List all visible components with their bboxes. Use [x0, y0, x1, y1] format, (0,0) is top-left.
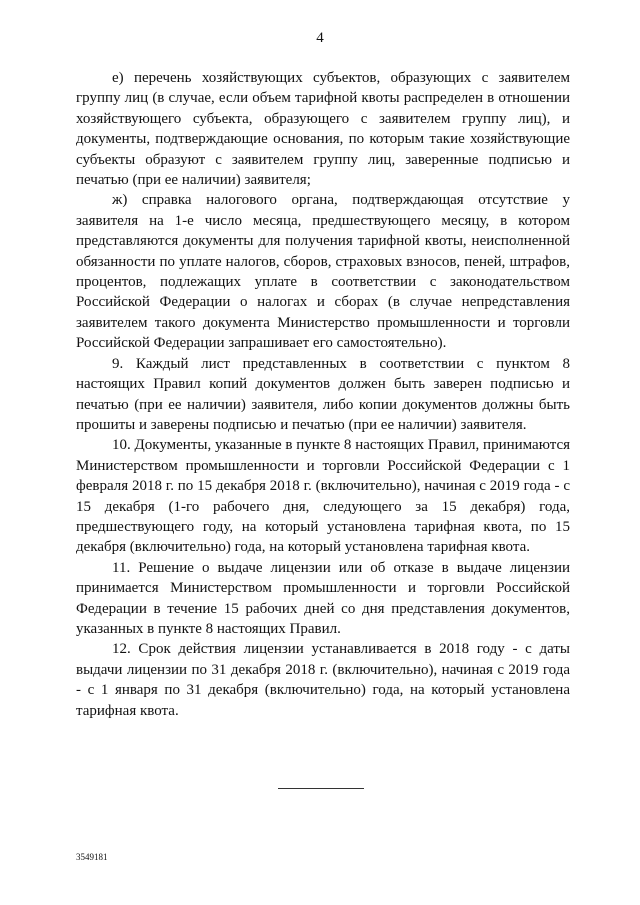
paragraph-zh-tax-certificate: ж) справка налогового органа, подтверждающая отсутствие у заявителя на 1-е число месяца, предшествующего месяцу, в котором представляются документы для получения тарифной квоты, неисполненной обязанности по уплате налогов, сборов, страховых взносов, пеней, штрафов, процентов, подлежащих уплате в соответствии с законодательством Российской Федерации о налогах и сборах (в случае непредставления заявителем такого документа Министерство промышленности и торговли Российской Федерации запрашивает его самостоятельно).: [76, 192, 570, 352]
end-of-text-separator: [278, 788, 364, 789]
document-body: [76, 68, 570, 721]
paragraph-12-license-term: 12. Срок действия лицензии устанавливается в 2018 году - с даты выдачи лицензии по 31 декабря 2018 г. (включительно), начиная с 2019 года - с 1 января по 31 декабря (включительно) года, на который установлена тарифная квота.: [76, 641, 570, 719]
paragraph-e-group-list: е) перечень хозяйствующих субъектов, образующих с заявителем группу лиц (в случае, если объем тарифной квоты распределен в отношении хозяйствующего субъекта, образующего с заявителем группу лиц), и документы, подтверждающие основания, по которым такие хозяйствующие субъекты образуют с заявителем группу лиц, заверенные подписью и печатью (при ее наличии) заявителя;: [76, 70, 570, 189]
page-number: 4: [316, 30, 324, 46]
paragraph-11-license-decision: 11. Решение о выдаче лицензии или об отказе в выдаче лицензии принимается Министерством промышленности и торговли Российской Федерации в течение 15 рабочих дней со дня представления документов, указанных в пункте 8 настоящих Правил.: [76, 559, 570, 637]
paragraph-9-copies-certification: 9. Каждый лист представленных в соответствии с пунктом 8 настоящих Правил копий документов должен быть заверен подписью и печатью (при ее наличии) заявителя, либо копии документов должны быть прошиты и заверены подписью и печатью (при ее наличии) заявителя.: [76, 355, 570, 433]
paragraph-10-acceptance-dates: 10. Документы, указанные в пункте 8 настоящих Правил, принимаются Министерством промышленности и торговли Российской Федерации с 1 февраля 2018 г. по 15 декабря 2018 г. (включительно), начиная с 2019 года - с 15 декабря (1-го рабочего дня, следующего за 15 декабря) года, предшествующего году, на который установлена тарифная квота, по 15 декабря (включительно) года, на который установлена тарифная квота.: [76, 437, 570, 556]
document-code: 3549181: [76, 852, 108, 862]
